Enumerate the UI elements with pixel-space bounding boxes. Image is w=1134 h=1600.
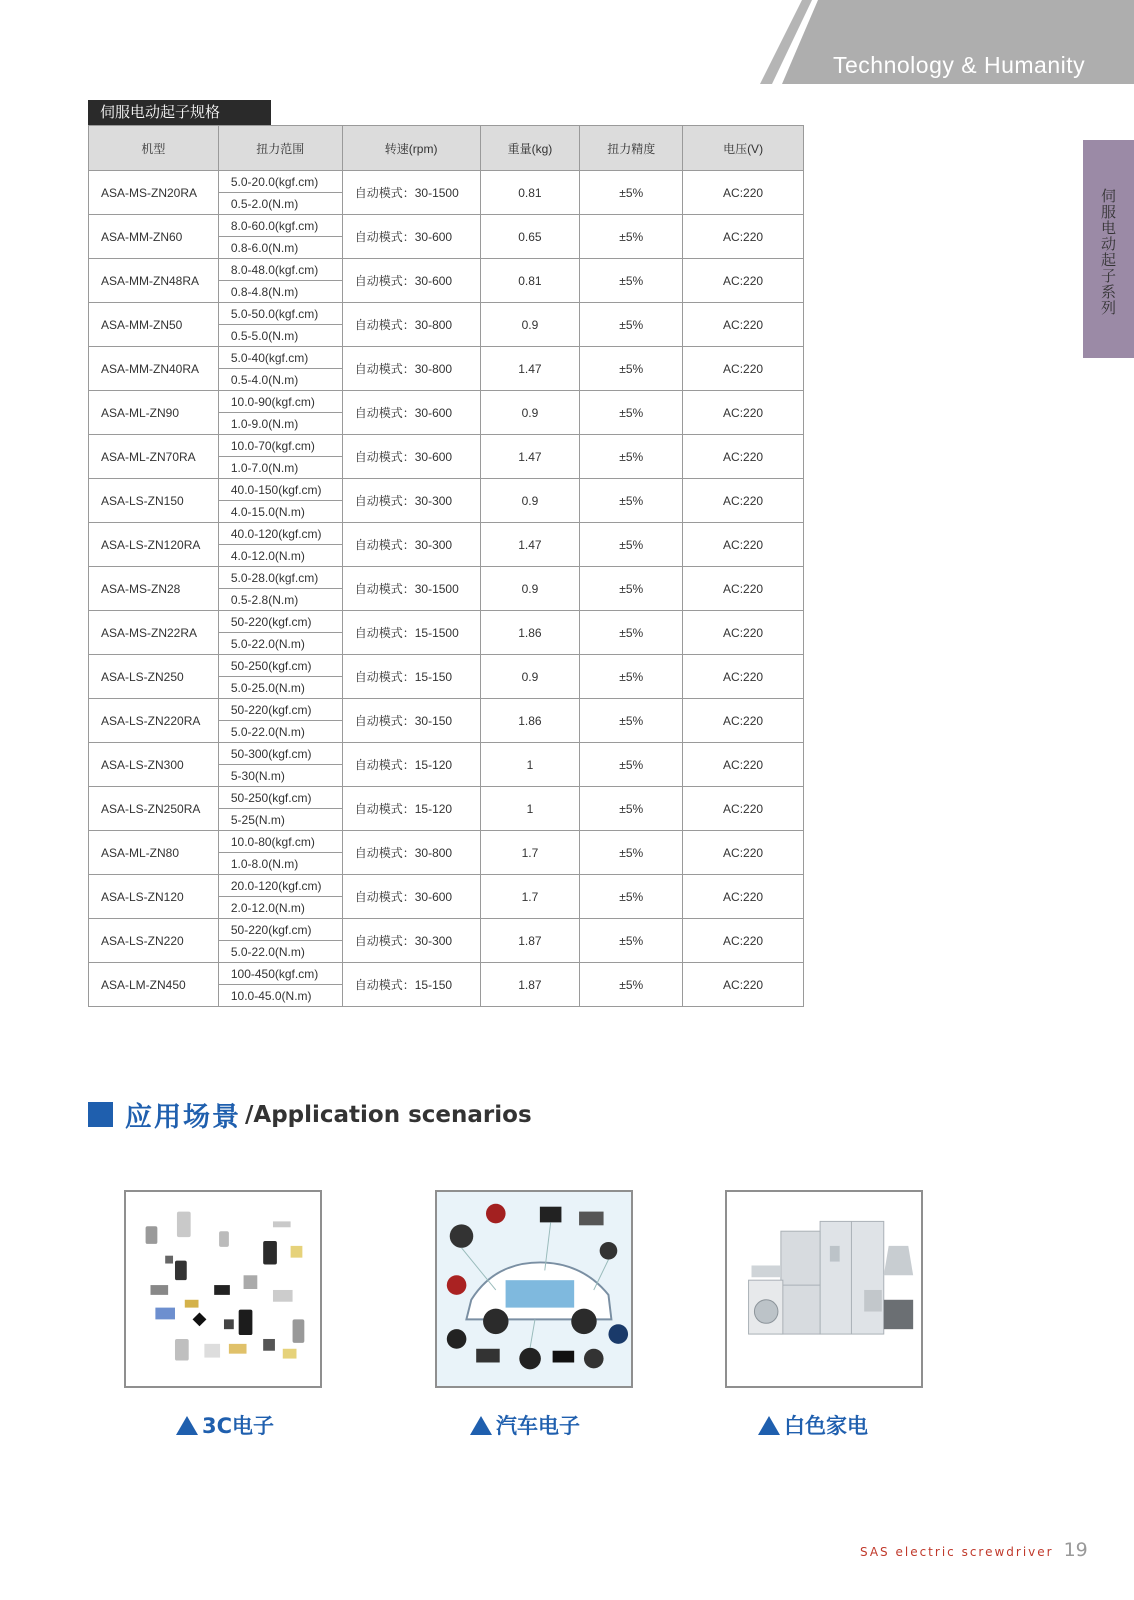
footer-brand: SAS electric screwdriver [860, 1545, 1054, 1559]
voltage-cell: AC:220 [683, 567, 804, 611]
table-row [89, 215, 804, 237]
torque-nm-cell: 1.0-8.0(N.m) [218, 853, 342, 875]
model-cell: ASA-MS-ZN22RA [89, 611, 219, 655]
speed-cell: 自动模式：15-120 [342, 743, 480, 787]
triangle-marker-icon [176, 1416, 198, 1435]
torque-nm-cell: 0.5-2.0(N.m) [218, 193, 342, 215]
weight-cell: 0.9 [480, 479, 580, 523]
model-cell: ASA-MM-ZN40RA [89, 347, 219, 391]
torque-kgf-cell: 5.0-40(kgf.cm) [218, 347, 342, 369]
accuracy-cell: ±5% [580, 171, 683, 215]
torque-kgf-cell: 50-220(kgf.cm) [218, 699, 342, 721]
torque-nm-cell: 2.0-12.0(N.m) [218, 897, 342, 919]
voltage-cell: AC:220 [683, 391, 804, 435]
speed-cell: 自动模式：30-300 [342, 479, 480, 523]
torque-nm-cell: 0.5-2.8(N.m) [218, 589, 342, 611]
spec-header-row [89, 126, 804, 171]
weight-cell: 0.9 [480, 655, 580, 699]
speed-cell: 自动模式：30-800 [342, 347, 480, 391]
caption-home-appliances-label: 白色家电 [784, 1414, 868, 1438]
torque-kgf-cell: 50-220(kgf.cm) [218, 611, 342, 633]
torque-kgf-cell: 40.0-120(kgf.cm) [218, 523, 342, 545]
weight-cell: 1.87 [480, 919, 580, 963]
model-cell: ASA-LS-ZN250RA [89, 787, 219, 831]
table-row [89, 479, 804, 501]
voltage-cell: AC:220 [683, 963, 804, 1007]
weight-cell: 0.9 [480, 303, 580, 347]
weight-cell: 1.87 [480, 963, 580, 1007]
voltage-cell: AC:220 [683, 699, 804, 743]
speed-cell: 自动模式：15-1500 [342, 611, 480, 655]
accuracy-cell: ±5% [580, 435, 683, 479]
accuracy-cell: ±5% [580, 875, 683, 919]
model-cell: ASA-LM-ZN450 [89, 963, 219, 1007]
voltage-cell: AC:220 [683, 787, 804, 831]
spec-table-body [89, 171, 804, 1007]
model-cell: ASA-LS-ZN220 [89, 919, 219, 963]
weight-cell: 1.47 [480, 435, 580, 479]
weight-cell: 0.81 [480, 259, 580, 303]
model-cell: ASA-MM-ZN60 [89, 215, 219, 259]
caption-automotive-label: 汽车电子 [496, 1414, 580, 1438]
weight-cell: 1.7 [480, 831, 580, 875]
torque-kgf-cell: 5.0-20.0(kgf.cm) [218, 171, 342, 193]
col-header-torque: 扭力范围 [218, 126, 342, 171]
table-row [89, 743, 804, 765]
torque-nm-cell: 0.8-6.0(N.m) [218, 237, 342, 259]
model-cell: ASA-MS-ZN28 [89, 567, 219, 611]
caption-3c [176, 1410, 274, 1440]
model-cell: ASA-LS-ZN300 [89, 743, 219, 787]
speed-cell: 自动模式：30-600 [342, 259, 480, 303]
page-number: 19 [1063, 1539, 1088, 1561]
table-row [89, 259, 804, 281]
spec-table-title: 伺服电动起子规格 [88, 100, 271, 125]
card-3c-electronics [124, 1190, 322, 1388]
model-cell: ASA-MS-ZN20RA [89, 171, 219, 215]
torque-kgf-cell: 8.0-48.0(kgf.cm) [218, 259, 342, 281]
speed-cell: 自动模式：30-800 [342, 831, 480, 875]
torque-kgf-cell: 5.0-28.0(kgf.cm) [218, 567, 342, 589]
accuracy-cell: ±5% [580, 655, 683, 699]
speed-cell: 自动模式：30-1500 [342, 171, 480, 215]
col-header-model: 机型 [89, 126, 219, 171]
torque-nm-cell: 4.0-12.0(N.m) [218, 545, 342, 567]
speed-cell: 自动模式：30-150 [342, 699, 480, 743]
application-title-cn: 应用场景 [125, 1102, 241, 1133]
triangle-marker-icon [758, 1416, 780, 1435]
accuracy-cell: ±5% [580, 479, 683, 523]
section-marker-icon [88, 1102, 113, 1127]
table-row [89, 875, 804, 897]
voltage-cell: AC:220 [683, 215, 804, 259]
model-cell: ASA-ML-ZN80 [89, 831, 219, 875]
accuracy-cell: ±5% [580, 831, 683, 875]
home-appliances-icon [727, 1192, 921, 1386]
accuracy-cell: ±5% [580, 611, 683, 655]
torque-nm-cell: 5.0-25.0(N.m) [218, 677, 342, 699]
voltage-cell: AC:220 [683, 831, 804, 875]
weight-cell: 1 [480, 787, 580, 831]
torque-nm-cell: 5-30(N.m) [218, 765, 342, 787]
torque-nm-cell: 5.0-22.0(N.m) [218, 633, 342, 655]
voltage-cell: AC:220 [683, 655, 804, 699]
table-row [89, 391, 804, 413]
card-home-appliances [725, 1190, 923, 1388]
accuracy-cell: ±5% [580, 699, 683, 743]
voltage-cell: AC:220 [683, 259, 804, 303]
speed-cell: 自动模式：30-300 [342, 919, 480, 963]
voltage-cell: AC:220 [683, 743, 804, 787]
application-title-en: /Application scenarios [245, 1101, 532, 1128]
accuracy-cell: ±5% [580, 919, 683, 963]
accuracy-cell: ±5% [580, 963, 683, 1007]
torque-nm-cell: 4.0-15.0(N.m) [218, 501, 342, 523]
caption-3c-label: 3C电子 [202, 1414, 275, 1438]
table-row [89, 787, 804, 809]
torque-kgf-cell: 10.0-70(kgf.cm) [218, 435, 342, 457]
table-row [89, 699, 804, 721]
speed-cell: 自动模式：30-600 [342, 875, 480, 919]
table-row [89, 567, 804, 589]
torque-kgf-cell: 100-450(kgf.cm) [218, 963, 342, 985]
torque-nm-cell: 5.0-22.0(N.m) [218, 721, 342, 743]
caption-home-appliances [758, 1410, 868, 1440]
speed-cell: 自动模式：15-120 [342, 787, 480, 831]
voltage-cell: AC:220 [683, 435, 804, 479]
torque-kgf-cell: 50-250(kgf.cm) [218, 655, 342, 677]
voltage-cell: AC:220 [683, 171, 804, 215]
model-cell: ASA-LS-ZN120 [89, 875, 219, 919]
application-section-title [88, 1095, 532, 1134]
model-cell: ASA-LS-ZN250 [89, 655, 219, 699]
torque-kgf-cell: 8.0-60.0(kgf.cm) [218, 215, 342, 237]
torque-kgf-cell: 50-300(kgf.cm) [218, 743, 342, 765]
table-row [89, 611, 804, 633]
speed-cell: 自动模式：30-600 [342, 435, 480, 479]
accuracy-cell: ±5% [580, 743, 683, 787]
torque-kgf-cell: 10.0-80(kgf.cm) [218, 831, 342, 853]
torque-nm-cell: 1.0-9.0(N.m) [218, 413, 342, 435]
voltage-cell: AC:220 [683, 523, 804, 567]
table-row [89, 963, 804, 985]
header-tagline: Technology & Humanity [833, 52, 1086, 78]
model-cell: ASA-LS-ZN150 [89, 479, 219, 523]
table-row [89, 523, 804, 545]
speed-cell: 自动模式：30-600 [342, 215, 480, 259]
voltage-cell: AC:220 [683, 303, 804, 347]
weight-cell: 0.9 [480, 567, 580, 611]
torque-nm-cell: 0.8-4.8(N.m) [218, 281, 342, 303]
weight-cell: 1.86 [480, 699, 580, 743]
spec-table [88, 125, 804, 1007]
accuracy-cell: ±5% [580, 347, 683, 391]
model-cell: ASA-MM-ZN50 [89, 303, 219, 347]
weight-cell: 1.7 [480, 875, 580, 919]
col-header-weight: 重量(kg) [480, 126, 580, 171]
torque-kgf-cell: 50-250(kgf.cm) [218, 787, 342, 809]
torque-nm-cell: 10.0-45.0(N.m) [218, 985, 342, 1007]
voltage-cell: AC:220 [683, 919, 804, 963]
speed-cell: 自动模式：30-600 [342, 391, 480, 435]
torque-kgf-cell: 20.0-120(kgf.cm) [218, 875, 342, 897]
electronics-collage-icon [126, 1192, 320, 1386]
table-row [89, 435, 804, 457]
triangle-marker-icon [470, 1416, 492, 1435]
automotive-electronics-icon [437, 1192, 631, 1386]
weight-cell: 0.9 [480, 391, 580, 435]
weight-cell: 1.86 [480, 611, 580, 655]
accuracy-cell: ±5% [580, 567, 683, 611]
speed-cell: 自动模式：30-800 [342, 303, 480, 347]
voltage-cell: AC:220 [683, 875, 804, 919]
accuracy-cell: ±5% [580, 303, 683, 347]
torque-nm-cell: 0.5-4.0(N.m) [218, 369, 342, 391]
speed-cell: 自动模式：15-150 [342, 655, 480, 699]
torque-nm-cell: 5-25(N.m) [218, 809, 342, 831]
table-row [89, 831, 804, 853]
table-row [89, 347, 804, 369]
voltage-cell: AC:220 [683, 479, 804, 523]
table-row [89, 919, 804, 941]
weight-cell: 1.47 [480, 523, 580, 567]
model-cell: ASA-ML-ZN70RA [89, 435, 219, 479]
voltage-cell: AC:220 [683, 611, 804, 655]
weight-cell: 0.81 [480, 171, 580, 215]
caption-automotive [470, 1410, 580, 1440]
page-footer [860, 1539, 1088, 1561]
weight-cell: 1 [480, 743, 580, 787]
col-header-speed: 转速(rpm) [342, 126, 480, 171]
model-cell: ASA-MM-ZN48RA [89, 259, 219, 303]
accuracy-cell: ±5% [580, 787, 683, 831]
accuracy-cell: ±5% [580, 259, 683, 303]
torque-kgf-cell: 10.0-90(kgf.cm) [218, 391, 342, 413]
side-section-tab: 伺服电动起子系列 [1083, 140, 1134, 358]
table-row [89, 655, 804, 677]
torque-nm-cell: 0.5-5.0(N.m) [218, 325, 342, 347]
table-row [89, 303, 804, 325]
model-cell: ASA-ML-ZN90 [89, 391, 219, 435]
torque-nm-cell: 5.0-22.0(N.m) [218, 941, 342, 963]
weight-cell: 0.65 [480, 215, 580, 259]
torque-nm-cell: 1.0-7.0(N.m) [218, 457, 342, 479]
model-cell: ASA-LS-ZN120RA [89, 523, 219, 567]
accuracy-cell: ±5% [580, 523, 683, 567]
speed-cell: 自动模式：30-1500 [342, 567, 480, 611]
card-automotive [435, 1190, 633, 1388]
torque-kgf-cell: 5.0-50.0(kgf.cm) [218, 303, 342, 325]
col-header-accuracy: 扭力精度 [580, 126, 683, 171]
model-cell: ASA-LS-ZN220RA [89, 699, 219, 743]
speed-cell: 自动模式：30-300 [342, 523, 480, 567]
accuracy-cell: ±5% [580, 391, 683, 435]
col-header-voltage: 电压(V) [683, 126, 804, 171]
accuracy-cell: ±5% [580, 215, 683, 259]
table-row [89, 171, 804, 193]
torque-kgf-cell: 40.0-150(kgf.cm) [218, 479, 342, 501]
speed-cell: 自动模式：15-150 [342, 963, 480, 1007]
torque-kgf-cell: 50-220(kgf.cm) [218, 919, 342, 941]
weight-cell: 1.47 [480, 347, 580, 391]
voltage-cell: AC:220 [683, 347, 804, 391]
